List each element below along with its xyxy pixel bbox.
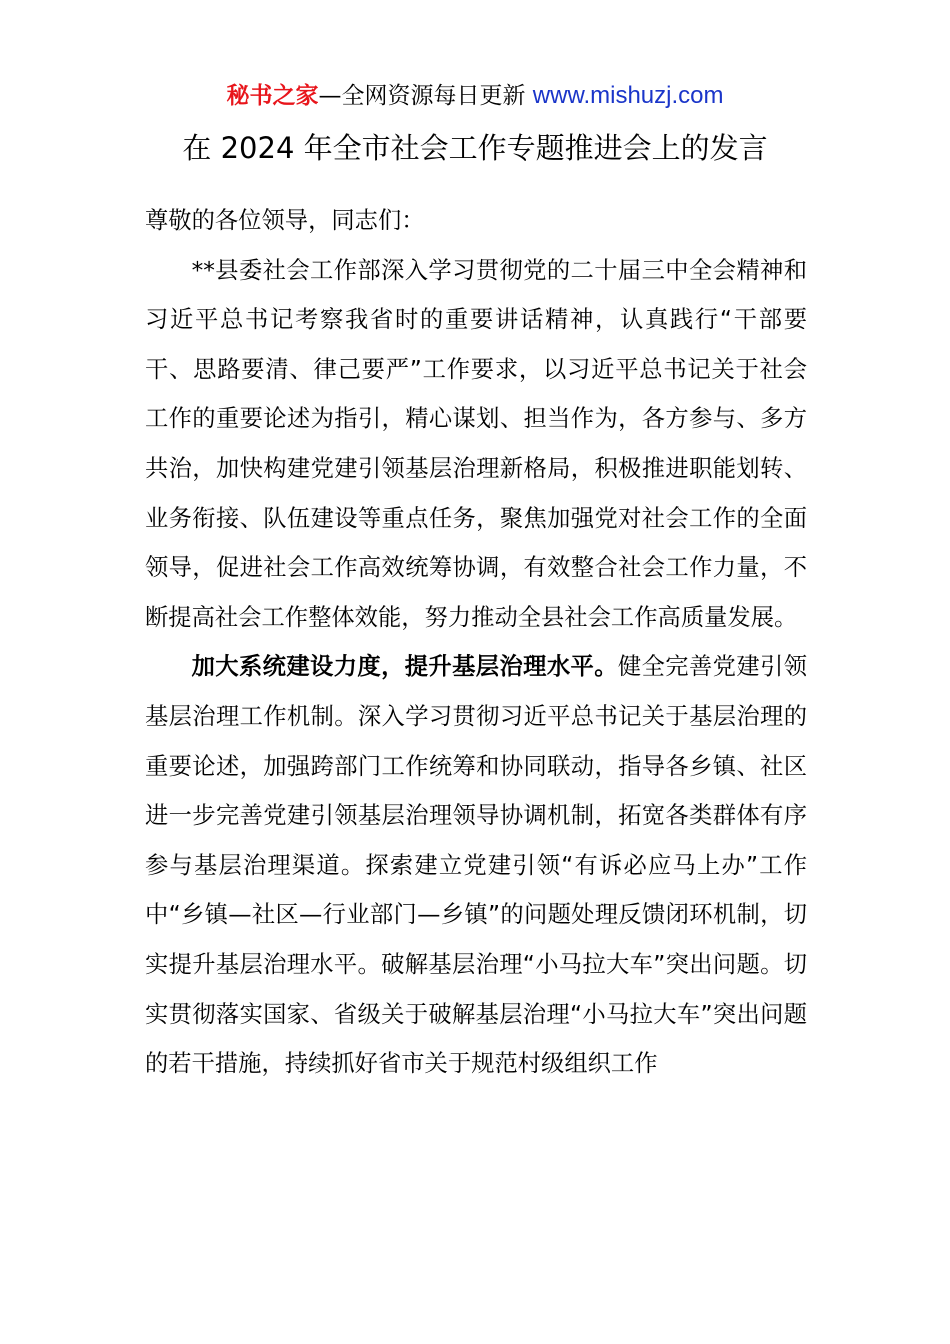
salutation: 尊敬的各位领导，同志们： xyxy=(145,207,425,234)
site-url-link[interactable]: www.mishuzj.com xyxy=(532,82,724,109)
paragraph-lead-heading: 加大系统建设力度，提升基层治理水平。 xyxy=(191,653,618,681)
paragraph-governance xyxy=(145,642,807,1088)
brand-name: 秘书之家 xyxy=(226,83,319,109)
site-header xyxy=(0,80,950,112)
document-body xyxy=(145,196,807,1089)
paragraph-intro: **县委社会工作部深入学习贯彻党的二十届三中全会精神和习近平总书记考察我省时的重要讲话精神，认真践行“干部要干、思路要清、律己要严”工作要求，以习近平总书记关于社会工作的重要论述为指引，精心谋划、担当作为，各方参与、多方共治，加快构建党建引领基层治理新格局，积极推进职能划转、业务衔接、队伍建设等重点任务，聚焦加强党对社会工作的全面领导，促进社会工作高效统筹协调，有效整合社会工作力量，不断提高社会工作整体效能，努力推动全县社会工作高质量发展。 xyxy=(145,256,807,631)
brand-tagline: —全网资源每日更新 xyxy=(318,83,526,109)
paragraph-governance-body: 健全完善党建引领基层治理工作机制。深入学习贯彻习近平总书记关于基层治理的重要论述，加强跨部门工作统筹和协同联动，指导各乡镇、社区进一步完善党建引领基层治理领导协调机制，拓宽各类群体有序参与基层治理渠道。探索建立党建引领“有诉必应马上办”工作中“乡镇—社区—行业部门—乡镇”的问题处理反馈闭环机制，切实提升基层治理水平。破解基层治理“小马拉大车”突出问题。切实贯彻落实国家、省级关于破解基层治理“小马拉大车”突出问题的若干措施，持续抓好省市关于规范村级组织工作 xyxy=(145,653,808,1078)
document-title: 在 2024 年全市社会工作专题推进会上的发言 xyxy=(182,131,768,165)
